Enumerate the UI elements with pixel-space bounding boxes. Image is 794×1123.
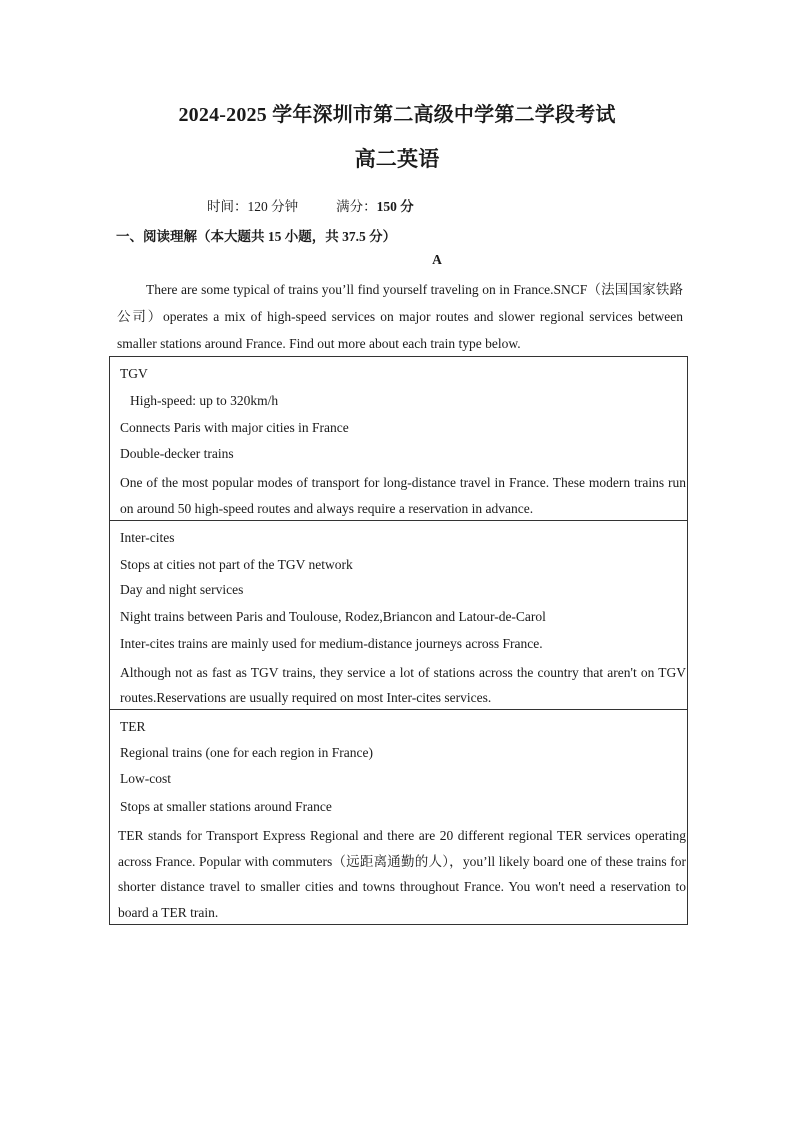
train-point: Low-cost (120, 771, 171, 786)
train-name: Inter-cites (120, 530, 175, 545)
train-point: Day and night services (120, 582, 244, 597)
score-value: 150 分 (376, 199, 414, 214)
train-description: Although not as fast as TGV trains, they service a lot of stations across the country that aren't on TGV routes.Reservations are usually required on most Inter-cites services. (120, 665, 686, 705)
train-point: Double-decker trains (120, 446, 234, 461)
train-point: Night trains between Paris and Toulouse, Rodez,Briancon and Latour-de-Carol (120, 609, 546, 624)
train-point: Stops at smaller stations around France (120, 799, 332, 814)
passage-intro: There are some typical of trains you’ll find yourself traveling on in France.SNCF（法国国家铁路公司）operates a mix of high-speed services on major routes and slower regional services between smaller stations around France. Find out more about each train type below. (117, 282, 683, 351)
train-point: High-speed: up to 320km/h (130, 393, 279, 408)
train-description: TER stands for Transport Express Regional and there are 20 different regional TER services operating across France. Popular with commuters（远距离通勤的人），you’ll likely board one of these trains for shorter distance travel to smaller cities and towns throughout France. You won't need a reservation to board a TER train. (118, 828, 686, 920)
passage-letter: A (432, 252, 442, 267)
exam-meta (207, 195, 414, 215)
train-point: Inter-cites trains are mainly used for medium-distance journeys across France. (120, 636, 543, 651)
train-row-ter (110, 710, 687, 924)
train-row-tgv (110, 357, 687, 521)
time-label: 时间：120 分钟 (207, 199, 299, 214)
train-row-intercites (110, 521, 687, 710)
train-description: One of the most popular modes of transport for long-distance travel in France. These modern trains run on around 50 high-speed routes and always require a reservation in advance. (120, 475, 686, 516)
train-point: Regional trains (one for each region in France) (120, 745, 374, 760)
subject-title: 高二英语 (354, 147, 440, 171)
section-heading: 一、阅读理解（本大题共 15 小题，共 37.5 分） (116, 229, 397, 244)
train-table (109, 356, 688, 925)
train-point: Connects Paris with major cities in France (120, 420, 349, 435)
score-label: 满分： (336, 199, 377, 214)
train-point: Stops at cities not part of the TGV network (120, 557, 353, 572)
train-name: TER (120, 719, 146, 734)
train-name: TGV (120, 366, 148, 381)
exam-title: 2024-2025 学年深圳市第二高级中学第二学段考试 (178, 104, 616, 126)
